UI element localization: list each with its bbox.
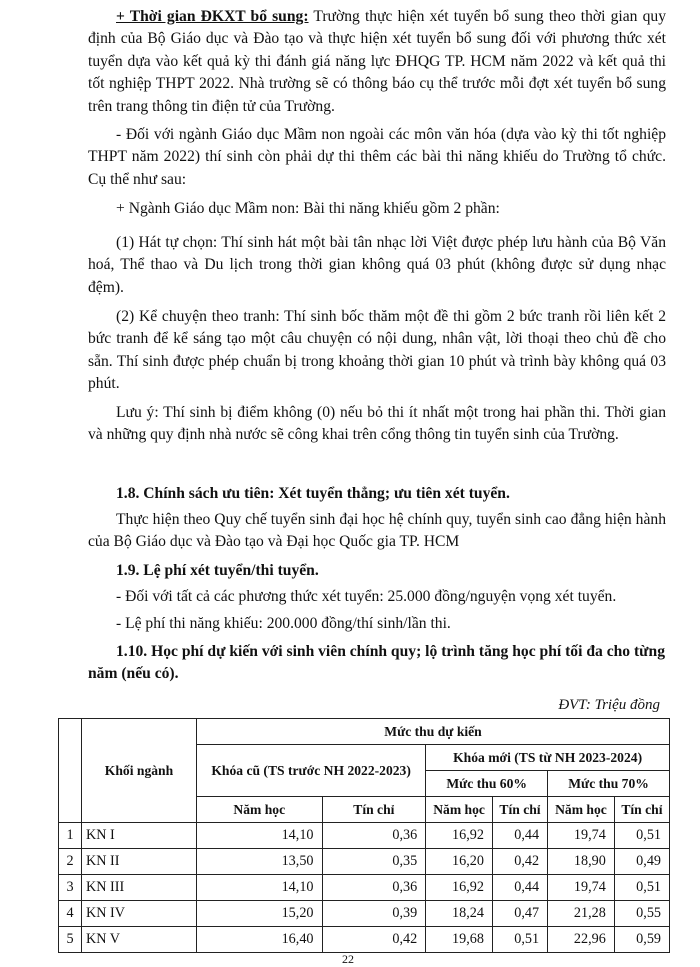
- value-cell: 22,96: [548, 927, 615, 953]
- unit-label: ĐVT: Triệu đồng: [558, 697, 660, 713]
- khoi-nganh-cell: KN II: [82, 849, 197, 875]
- value-cell: 18,24: [426, 901, 493, 927]
- tuition-table: [58, 718, 670, 953]
- nam-hoc-header: Năm học: [426, 797, 493, 823]
- nam-hoc-header: Năm học: [197, 797, 323, 823]
- paragraph-giao-duc-mam-non: - Đối với ngành Giáo dục Mầm non ngoài các môn văn hóa (dựa vào kỳ thi tốt nghiệp THPT năm 2022) thí sinh còn phải dự thi thêm các bài thi năng khiếu do Trường tổ chức. Cụ thể như sau:: [88, 126, 666, 188]
- table-row: [59, 875, 670, 901]
- paragraph-bai-thi-nang-khieu: + Ngành Giáo dục Mầm non: Bài thi năng khiếu gồm 2 phần:: [116, 200, 500, 217]
- tin-chi-header: Tín chỉ: [492, 797, 547, 823]
- value-cell: 0,55: [614, 901, 669, 927]
- khoa-moi-header: Khóa mới (TS từ NH 2023-2024): [426, 745, 670, 771]
- paragraph-le-phi-nang-khieu: - Lệ phí thi năng khiếu: 200.000 đồng/thí sinh/lần thi.: [116, 615, 451, 632]
- khoi-nganh-header: Khối ngành: [82, 719, 197, 823]
- muc-thu-header: Mức thu dự kiến: [197, 719, 670, 745]
- value-cell: 15,20: [197, 901, 323, 927]
- value-cell: 14,10: [197, 875, 323, 901]
- value-cell: 0,49: [614, 849, 669, 875]
- value-cell: 16,20: [426, 849, 493, 875]
- value-cell: 16,92: [426, 823, 493, 849]
- table-row: [59, 927, 670, 953]
- table-row: [59, 823, 670, 849]
- table-row: [59, 849, 670, 875]
- page-number: 22: [342, 952, 354, 966]
- paragraph-luu-y: Lưu ý: Thí sinh bị điểm không (0) nếu bỏ thi ít nhất một trong hai phần thi. Thời gian và những quy định nhà nước sẽ công khai trên cổng thông tin tuyển sinh của Trường.: [88, 404, 666, 444]
- khoi-nganh-cell: KN IV: [82, 901, 197, 927]
- heading-1-9: 1.9. Lệ phí xét tuyển/thi tuyển.: [116, 562, 319, 579]
- value-cell: 14,10: [197, 823, 323, 849]
- value-cell: 0,47: [492, 901, 547, 927]
- table-row: [59, 901, 670, 927]
- paragraph-text: Trường thực hiện xét tuyển bổ sung theo thời gian quy định của Bộ Giáo dục và Đào tạo và thực hiện xét tuyển bổ sung đối với phương thức xét tuyển dựa vào kết quả kỳ thi đánh giá năng lực ĐHQG TP. HCM năm 2022 và kết quả thi tốt nghiệp THPT 2022. Nhà trường sẽ có thông báo cụ thể trước mỗi đợt xét tuyển bổ sung trên trang thông tin điện tử của Trường.: [88, 8, 666, 115]
- value-cell: 0,39: [322, 901, 426, 927]
- paragraph-thoi-gian-dkxt: [88, 6, 666, 118]
- khoi-nganh-cell: KN III: [82, 875, 197, 901]
- tin-chi-header: Tín chỉ: [614, 797, 669, 823]
- tin-chi-header: Tín chỉ: [322, 797, 426, 823]
- value-cell: 0,44: [492, 823, 547, 849]
- paragraph-le-phi-xet-tuyen: - Đối với tất cả các phương thức xét tuyển: 25.000 đồng/nguyện vọng xét tuyển.: [116, 588, 617, 605]
- muc-thu-60-header: Mức thu 60%: [426, 771, 548, 797]
- paragraph-hat-tu-chon: (1) Hát tự chọn: Thí sinh hát một bài tân nhạc lời Việt được phép lưu hành của Bộ Văn hoá, Thể thao và Du lịch trong thời gian không quá 03 phút (không được sử dụng nhạc đệm).: [88, 234, 666, 296]
- value-cell: 0,42: [322, 927, 426, 953]
- row-index: 2: [59, 849, 82, 875]
- khoi-nganh-cell: KN I: [82, 823, 197, 849]
- value-cell: 13,50: [197, 849, 323, 875]
- value-cell: 0,51: [614, 875, 669, 901]
- value-cell: 18,90: [548, 849, 615, 875]
- value-cell: 19,74: [548, 875, 615, 901]
- value-cell: 0,36: [322, 875, 426, 901]
- value-cell: 0,35: [322, 849, 426, 875]
- value-cell: 21,28: [548, 901, 615, 927]
- row-index: 5: [59, 927, 82, 953]
- value-cell: 0,44: [492, 875, 547, 901]
- value-cell: 16,40: [197, 927, 323, 953]
- nam-hoc-header: Năm học: [548, 797, 615, 823]
- paragraph-lead: + Thời gian ĐKXT bổ sung:: [116, 8, 309, 25]
- paragraph-ke-chuyen: (2) Kể chuyện theo tranh: Thí sinh bốc thăm một đề thi gồm 2 bức tranh rồi liên kết 2 bức tranh để kể sáng tạo một câu chuyện có nội dung, nhân vật, lời thoại theo chủ đề cho sẵn. Thí sinh được phép chuẩn bị trong khoảng thời gian 10 phút và trình bày không quá 03 phút.: [88, 308, 666, 393]
- value-cell: 19,74: [548, 823, 615, 849]
- khoi-nganh-cell: KN V: [82, 927, 197, 953]
- value-cell: 19,68: [426, 927, 493, 953]
- khoa-cu-header: Khóa cũ (TS trước NH 2022-2023): [197, 745, 426, 797]
- value-cell: 0,51: [492, 927, 547, 953]
- muc-thu-70-header: Mức thu 70%: [548, 771, 670, 797]
- row-index: 3: [59, 875, 82, 901]
- index-header: [59, 719, 82, 823]
- value-cell: 0,36: [322, 823, 426, 849]
- value-cell: 0,42: [492, 849, 547, 875]
- row-index: 1: [59, 823, 82, 849]
- value-cell: 0,51: [614, 823, 669, 849]
- paragraph-quy-che: Thực hiện theo Quy chế tuyển sinh đại học hệ chính quy, tuyển sinh cao đẳng hiện hành của Bộ Giáo dục và Đào tạo và Đại học Quốc gia TP. HCM: [88, 511, 666, 551]
- value-cell: 16,92: [426, 875, 493, 901]
- value-cell: 0,59: [614, 927, 669, 953]
- heading-1-10: 1.10. Học phí dự kiến với sinh viên chính quy; lộ trình tăng học phí tối đa cho từng năm (nếu có).: [88, 643, 666, 683]
- row-index: 4: [59, 901, 82, 927]
- heading-1-8: 1.8. Chính sách ưu tiên: Xét tuyển thẳng; ưu tiên xét tuyển.: [116, 485, 510, 502]
